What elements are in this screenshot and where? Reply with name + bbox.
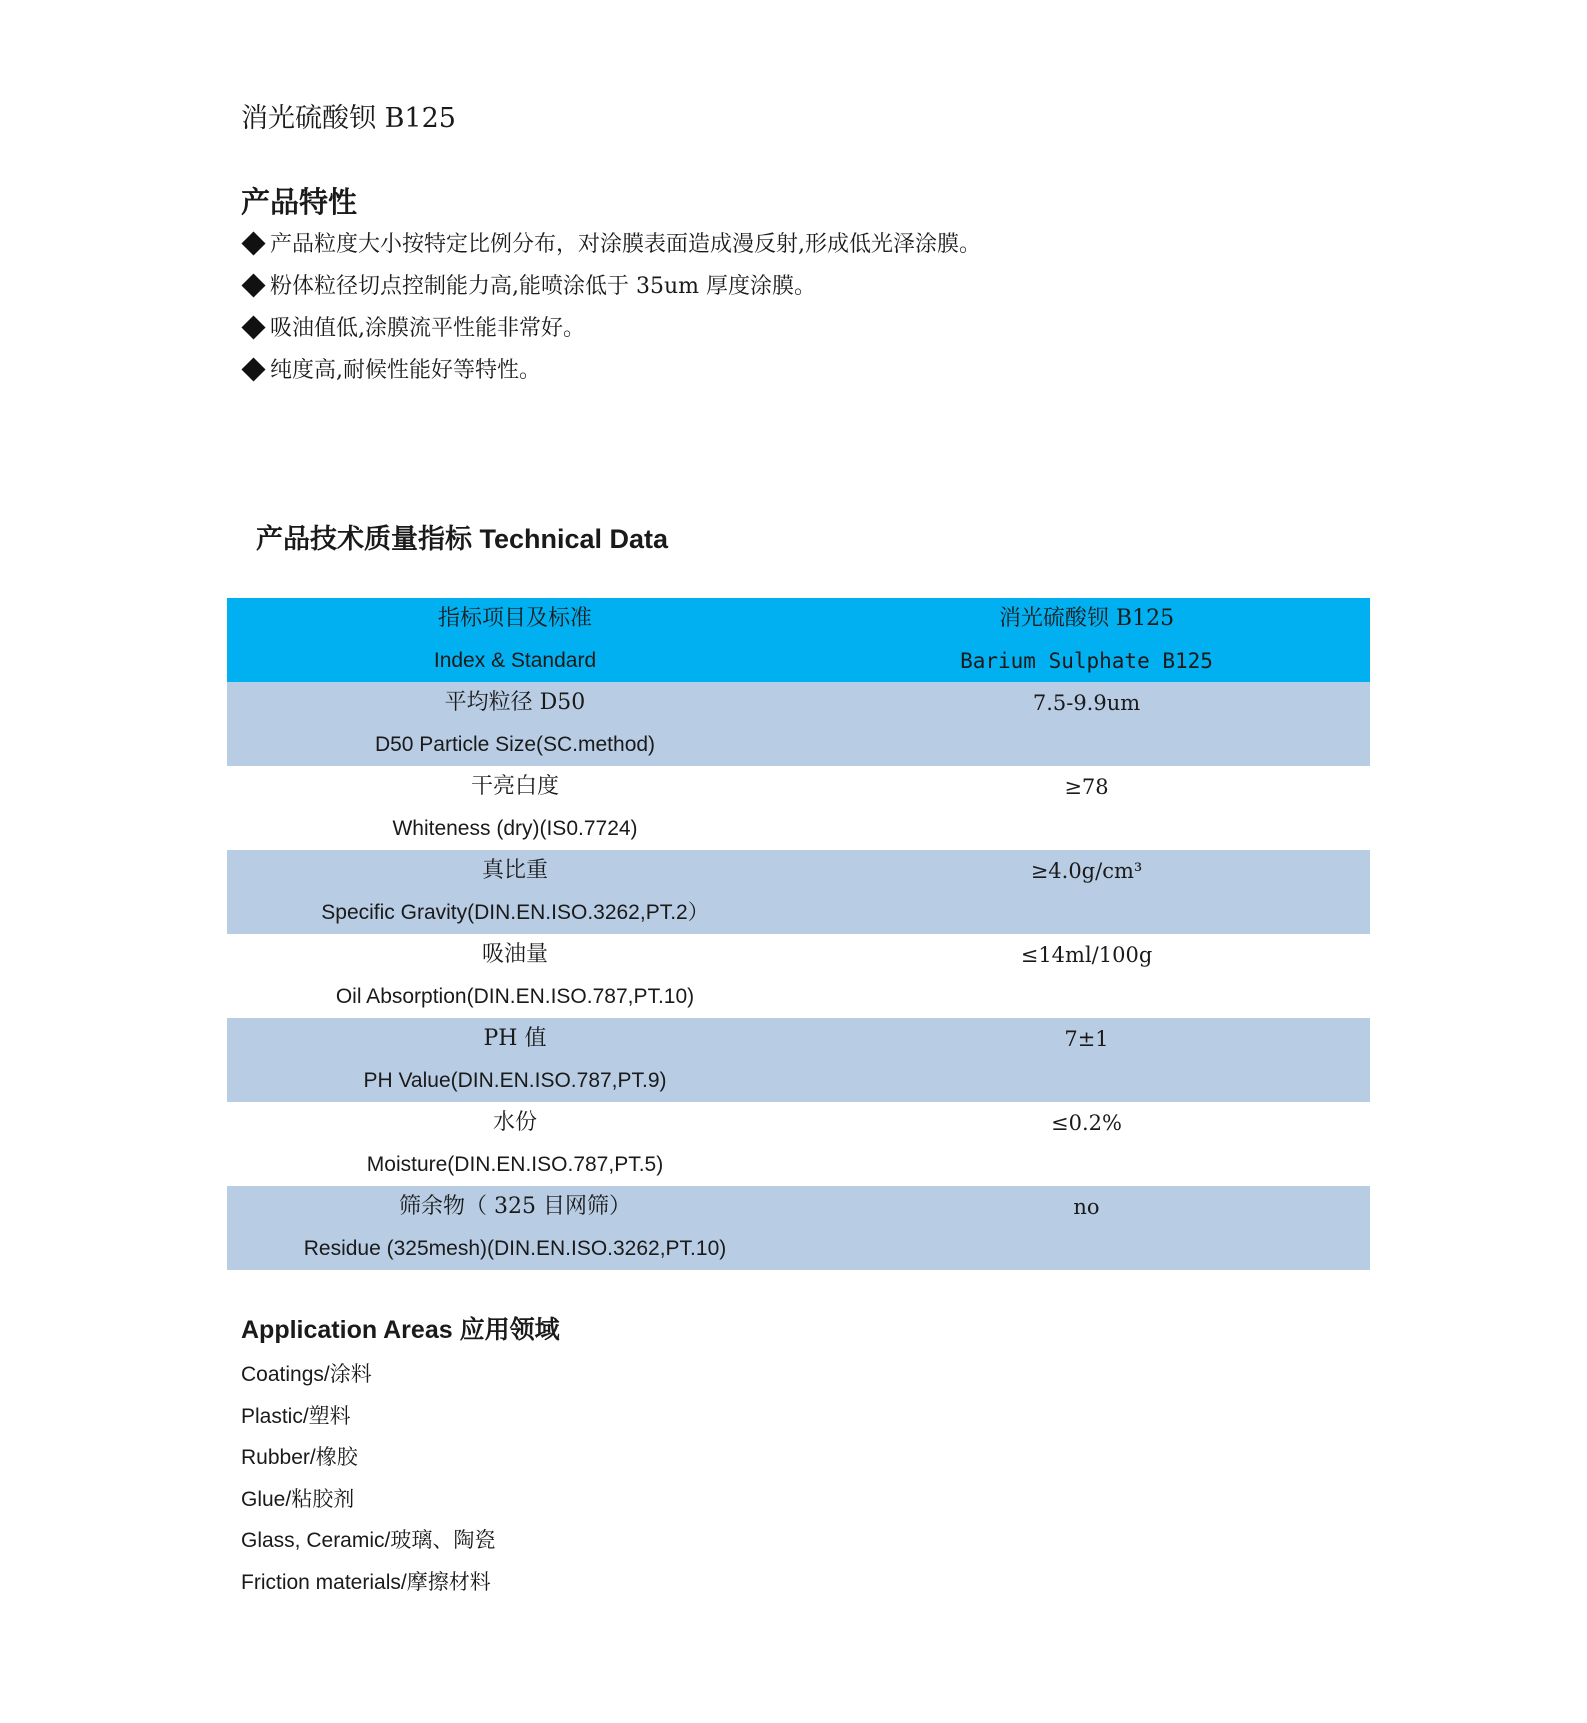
application-item: Glue/粘胶剂 bbox=[241, 1487, 355, 1511]
index-cell bbox=[227, 1102, 803, 1186]
header-index-cn: 指标项目及标准 bbox=[437, 606, 592, 631]
index-cell bbox=[227, 934, 803, 1018]
index-en: D50 Particle Size(SC.method) bbox=[374, 733, 656, 756]
header-index-cell bbox=[227, 598, 803, 682]
application-areas-heading: Application Areas 应用领域 bbox=[241, 1316, 560, 1344]
value-cell bbox=[803, 1102, 1370, 1186]
index-cn: 干亮白度 bbox=[470, 774, 559, 799]
index-cell bbox=[227, 1018, 803, 1102]
feature-text: 产品粒度大小按特定比例分布，对涂膜表面造成漫反射,形成低光泽涂膜。 bbox=[270, 232, 981, 257]
value-text: no bbox=[1073, 1195, 1100, 1219]
diamond-bullet-icon bbox=[241, 357, 265, 381]
feature-item bbox=[241, 266, 981, 308]
table-header-row bbox=[227, 598, 1370, 682]
index-cn: PH 值 bbox=[483, 1026, 547, 1051]
table-row bbox=[227, 1018, 1370, 1102]
feature-item bbox=[241, 224, 981, 266]
value-cell bbox=[803, 934, 1370, 1018]
table-row bbox=[227, 682, 1370, 766]
table-row bbox=[227, 1102, 1370, 1186]
value-cell bbox=[803, 682, 1370, 766]
index-cell bbox=[227, 1186, 803, 1270]
header-product-en: Barium Sulphate B125 bbox=[960, 649, 1213, 673]
value-text: ≤0.2% bbox=[1051, 1111, 1122, 1135]
index-cn: 吸油量 bbox=[481, 942, 548, 967]
application-item: Rubber/橡胶 bbox=[241, 1446, 358, 1470]
document-title: 消光硫酸钡 B125 bbox=[241, 103, 456, 134]
technical-data-heading: 产品技术质量指标 Technical Data bbox=[256, 524, 669, 554]
value-text: ≥78 bbox=[1064, 775, 1109, 799]
value-text: ≤14ml/100g bbox=[1020, 943, 1153, 967]
value-cell bbox=[803, 1018, 1370, 1102]
index-en: Whiteness (dry)(IS0.7724) bbox=[392, 817, 638, 840]
application-list bbox=[241, 1354, 495, 1604]
index-cn: 真比重 bbox=[481, 858, 548, 883]
index-cn: 水份 bbox=[492, 1110, 537, 1135]
value-text: ≥4.0g/cm³ bbox=[1030, 859, 1143, 883]
diamond-bullet-icon bbox=[241, 231, 265, 255]
feature-text: 粉体粒径切点控制能力高,能喷涂低于 35um 厚度涂膜。 bbox=[270, 274, 817, 299]
index-en: Moisture(DIN.EN.ISO.787,PT.5) bbox=[366, 1153, 664, 1176]
index-cn: 平均粒径 D50 bbox=[444, 690, 586, 715]
value-text: 7.5-9.9um bbox=[1032, 691, 1141, 715]
features-heading: 产品特性 bbox=[241, 185, 358, 219]
table-row bbox=[227, 766, 1370, 850]
value-cell bbox=[803, 850, 1370, 934]
feature-text: 吸油值低,涂膜流平性能非常好。 bbox=[270, 316, 585, 341]
table-row bbox=[227, 1186, 1370, 1270]
feature-item bbox=[241, 308, 981, 350]
index-cell bbox=[227, 850, 803, 934]
diamond-bullet-icon bbox=[241, 273, 265, 297]
index-cn: 筛余物（ 325 目网筛） bbox=[399, 1194, 631, 1219]
index-cell bbox=[227, 766, 803, 850]
technical-data-table bbox=[227, 598, 1370, 1270]
header-product-cell bbox=[803, 598, 1370, 682]
index-en: Oil Absorption(DIN.EN.ISO.787,PT.10) bbox=[335, 985, 695, 1008]
application-item: Coatings/涂料 bbox=[241, 1363, 372, 1386]
feature-text: 纯度高,耐候性能好等特性。 bbox=[270, 358, 541, 383]
application-item: Glass, Ceramic/玻璃、陶瓷 bbox=[241, 1529, 496, 1553]
features-list bbox=[241, 224, 981, 392]
table-row bbox=[227, 850, 1370, 934]
index-en: PH Value(DIN.EN.ISO.787,PT.9) bbox=[363, 1069, 667, 1092]
value-cell bbox=[803, 1186, 1370, 1270]
index-en: Residue (325mesh)(DIN.EN.ISO.3262,PT.10) bbox=[303, 1237, 727, 1260]
table-row bbox=[227, 934, 1370, 1018]
application-item: Friction materials/摩擦材料 bbox=[241, 1570, 491, 1594]
index-cell bbox=[227, 682, 803, 766]
feature-item bbox=[241, 350, 981, 392]
header-product-cn: 消光硫酸钡 B125 bbox=[998, 606, 1175, 631]
header-index-en: Index & Standard bbox=[433, 649, 597, 672]
index-en: Specific Gravity(DIN.EN.ISO.3262,PT.2） bbox=[321, 901, 709, 924]
diamond-bullet-icon bbox=[241, 315, 265, 339]
value-cell bbox=[803, 766, 1370, 850]
application-item: Plastic/塑料 bbox=[241, 1404, 351, 1428]
value-text: 7±1 bbox=[1064, 1027, 1109, 1051]
